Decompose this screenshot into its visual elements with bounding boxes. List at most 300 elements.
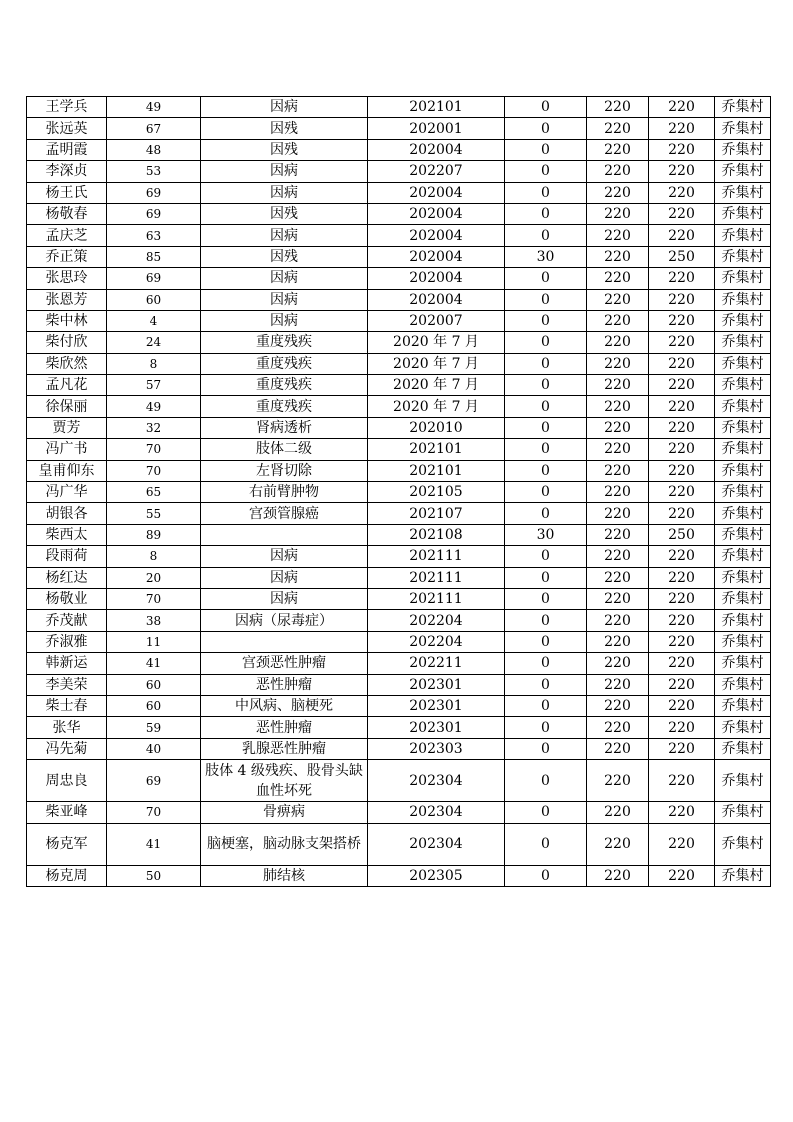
age-cell: 8 — [107, 353, 201, 374]
total-cell: 220 — [649, 310, 715, 331]
reason-cell: 因病 — [201, 161, 368, 182]
extra-cell: 0 — [505, 182, 587, 203]
table-row — [27, 674, 771, 695]
extra-cell: 0 — [505, 332, 587, 353]
name-cell: 孟明霞 — [27, 139, 107, 160]
age-cell: 24 — [107, 332, 201, 353]
age-cell: 70 — [107, 588, 201, 609]
reason-cell: 脑梗塞，脑动脉支架搭桥 — [201, 823, 368, 865]
base-cell: 220 — [587, 567, 649, 588]
table-row — [27, 653, 771, 674]
age-cell: 32 — [107, 417, 201, 438]
extra-cell: 0 — [505, 460, 587, 481]
base-cell: 220 — [587, 139, 649, 160]
table-row — [27, 246, 771, 267]
village-cell: 乔集村 — [715, 567, 771, 588]
reason-cell: 恶性肿瘤 — [201, 717, 368, 738]
age-cell: 49 — [107, 396, 201, 417]
name-cell: 张远英 — [27, 118, 107, 139]
village-cell: 乔集村 — [715, 503, 771, 524]
date-cell: 202001 — [368, 118, 505, 139]
base-cell: 220 — [587, 182, 649, 203]
age-cell: 41 — [107, 823, 201, 865]
table-row — [27, 97, 771, 118]
table-row — [27, 524, 771, 545]
village-cell: 乔集村 — [715, 139, 771, 160]
date-cell: 202004 — [368, 246, 505, 267]
village-cell: 乔集村 — [715, 460, 771, 481]
reason-cell: 因残 — [201, 139, 368, 160]
reason-cell: 恶性肿瘤 — [201, 674, 368, 695]
total-cell: 220 — [649, 482, 715, 503]
date-cell: 202111 — [368, 546, 505, 567]
total-cell: 220 — [649, 97, 715, 118]
base-cell: 220 — [587, 482, 649, 503]
age-cell: 20 — [107, 567, 201, 588]
date-cell: 2020 年 7 月 — [368, 353, 505, 374]
date-cell: 202004 — [368, 268, 505, 289]
reason-cell: 因病 — [201, 225, 368, 246]
reason-cell: 因病 — [201, 588, 368, 609]
date-cell: 202007 — [368, 310, 505, 331]
date-cell: 202010 — [368, 417, 505, 438]
total-cell: 220 — [649, 460, 715, 481]
table-row — [27, 631, 771, 652]
table-row — [27, 460, 771, 481]
table-row — [27, 865, 771, 886]
age-cell: 69 — [107, 203, 201, 224]
extra-cell: 0 — [505, 139, 587, 160]
total-cell: 220 — [649, 268, 715, 289]
extra-cell: 0 — [505, 717, 587, 738]
total-cell: 220 — [649, 865, 715, 886]
total-cell: 220 — [649, 225, 715, 246]
total-cell: 220 — [649, 289, 715, 310]
reason-cell: 重度残疾 — [201, 332, 368, 353]
name-cell: 张恩芳 — [27, 289, 107, 310]
date-cell: 202304 — [368, 802, 505, 823]
date-cell: 202004 — [368, 225, 505, 246]
reason-cell: 重度残疾 — [201, 396, 368, 417]
age-cell: 67 — [107, 118, 201, 139]
total-cell: 220 — [649, 332, 715, 353]
table-row — [27, 738, 771, 759]
extra-cell: 0 — [505, 631, 587, 652]
extra-cell: 30 — [505, 246, 587, 267]
age-cell: 38 — [107, 610, 201, 631]
extra-cell: 0 — [505, 503, 587, 524]
village-cell: 乔集村 — [715, 865, 771, 886]
extra-cell: 0 — [505, 865, 587, 886]
age-cell: 50 — [107, 865, 201, 886]
extra-cell: 0 — [505, 289, 587, 310]
base-cell: 220 — [587, 353, 649, 374]
base-cell: 220 — [587, 118, 649, 139]
village-cell: 乔集村 — [715, 524, 771, 545]
reason-cell — [201, 631, 368, 652]
table-body — [27, 97, 771, 887]
extra-cell: 0 — [505, 375, 587, 396]
village-cell: 乔集村 — [715, 482, 771, 503]
table-row — [27, 760, 771, 802]
age-cell: 41 — [107, 653, 201, 674]
base-cell: 220 — [587, 310, 649, 331]
village-cell: 乔集村 — [715, 161, 771, 182]
village-cell: 乔集村 — [715, 546, 771, 567]
table-row — [27, 289, 771, 310]
name-cell: 柴亚峰 — [27, 802, 107, 823]
date-cell: 202111 — [368, 567, 505, 588]
extra-cell: 0 — [505, 588, 587, 609]
name-cell: 贾芳 — [27, 417, 107, 438]
village-cell: 乔集村 — [715, 268, 771, 289]
date-cell: 202301 — [368, 717, 505, 738]
base-cell: 220 — [587, 375, 649, 396]
village-cell: 乔集村 — [715, 653, 771, 674]
date-cell: 202304 — [368, 760, 505, 802]
table-row — [27, 717, 771, 738]
reason-cell: 因残 — [201, 118, 368, 139]
age-cell: 69 — [107, 760, 201, 802]
village-cell: 乔集村 — [715, 118, 771, 139]
table-row — [27, 588, 771, 609]
extra-cell: 0 — [505, 802, 587, 823]
extra-cell: 0 — [505, 310, 587, 331]
total-cell: 250 — [649, 246, 715, 267]
total-cell: 220 — [649, 610, 715, 631]
age-cell: 11 — [107, 631, 201, 652]
name-cell: 张思玲 — [27, 268, 107, 289]
total-cell: 220 — [649, 139, 715, 160]
name-cell: 皇甫仰东 — [27, 460, 107, 481]
extra-cell: 0 — [505, 482, 587, 503]
village-cell: 乔集村 — [715, 289, 771, 310]
village-cell: 乔集村 — [715, 695, 771, 716]
table-row — [27, 396, 771, 417]
total-cell: 220 — [649, 738, 715, 759]
total-cell: 220 — [649, 161, 715, 182]
total-cell: 220 — [649, 546, 715, 567]
name-cell: 冯先菊 — [27, 738, 107, 759]
extra-cell: 0 — [505, 695, 587, 716]
base-cell: 220 — [587, 695, 649, 716]
age-cell: 48 — [107, 139, 201, 160]
date-cell: 202303 — [368, 738, 505, 759]
base-cell: 220 — [587, 717, 649, 738]
name-cell: 柴西太 — [27, 524, 107, 545]
base-cell: 220 — [587, 546, 649, 567]
name-cell: 孟凡花 — [27, 375, 107, 396]
total-cell: 220 — [649, 567, 715, 588]
extra-cell: 0 — [505, 567, 587, 588]
total-cell: 220 — [649, 417, 715, 438]
total-cell: 220 — [649, 760, 715, 802]
base-cell: 220 — [587, 97, 649, 118]
name-cell: 杨敬春 — [27, 203, 107, 224]
date-cell: 202111 — [368, 588, 505, 609]
name-cell: 徐保丽 — [27, 396, 107, 417]
total-cell: 220 — [649, 823, 715, 865]
name-cell: 乔茂献 — [27, 610, 107, 631]
table-row — [27, 823, 771, 865]
base-cell: 220 — [587, 268, 649, 289]
name-cell: 周忠良 — [27, 760, 107, 802]
name-cell: 杨克军 — [27, 823, 107, 865]
table-row — [27, 332, 771, 353]
reason-cell: 左肾切除 — [201, 460, 368, 481]
date-cell: 202207 — [368, 161, 505, 182]
village-cell: 乔集村 — [715, 738, 771, 759]
date-cell: 202004 — [368, 139, 505, 160]
reason-cell: 宫颈恶性肿瘤 — [201, 653, 368, 674]
village-cell: 乔集村 — [715, 588, 771, 609]
village-cell: 乔集村 — [715, 182, 771, 203]
name-cell: 冯广书 — [27, 439, 107, 460]
age-cell: 69 — [107, 182, 201, 203]
base-cell: 220 — [587, 865, 649, 886]
base-cell: 220 — [587, 760, 649, 802]
base-cell: 220 — [587, 439, 649, 460]
extra-cell: 0 — [505, 760, 587, 802]
age-cell: 40 — [107, 738, 201, 759]
age-cell: 49 — [107, 97, 201, 118]
date-cell: 202004 — [368, 182, 505, 203]
total-cell: 220 — [649, 203, 715, 224]
date-cell: 202105 — [368, 482, 505, 503]
table-row — [27, 268, 771, 289]
reason-cell: 重度残疾 — [201, 375, 368, 396]
age-cell: 70 — [107, 439, 201, 460]
age-cell: 69 — [107, 268, 201, 289]
village-cell: 乔集村 — [715, 225, 771, 246]
date-cell: 2020 年 7 月 — [368, 396, 505, 417]
name-cell: 张华 — [27, 717, 107, 738]
reason-cell: 因病（尿毒症） — [201, 610, 368, 631]
total-cell: 220 — [649, 353, 715, 374]
date-cell: 202101 — [368, 460, 505, 481]
age-cell: 4 — [107, 310, 201, 331]
name-cell: 冯广华 — [27, 482, 107, 503]
name-cell: 杨克周 — [27, 865, 107, 886]
name-cell: 柴欣然 — [27, 353, 107, 374]
reason-cell: 肢体二级 — [201, 439, 368, 460]
base-cell: 220 — [587, 417, 649, 438]
name-cell: 胡银各 — [27, 503, 107, 524]
age-cell: 8 — [107, 546, 201, 567]
base-cell: 220 — [587, 396, 649, 417]
date-cell: 2020 年 7 月 — [368, 375, 505, 396]
base-cell: 220 — [587, 610, 649, 631]
age-cell: 85 — [107, 246, 201, 267]
base-cell: 220 — [587, 802, 649, 823]
age-cell: 63 — [107, 225, 201, 246]
table-row — [27, 118, 771, 139]
age-cell: 60 — [107, 289, 201, 310]
name-cell: 柴付欣 — [27, 332, 107, 353]
village-cell: 乔集村 — [715, 439, 771, 460]
extra-cell: 0 — [505, 203, 587, 224]
base-cell: 220 — [587, 674, 649, 695]
village-cell: 乔集村 — [715, 631, 771, 652]
table-row — [27, 310, 771, 331]
village-cell: 乔集村 — [715, 610, 771, 631]
data-table — [26, 96, 771, 887]
reason-cell: 骨痹病 — [201, 802, 368, 823]
name-cell: 柴士春 — [27, 695, 107, 716]
village-cell: 乔集村 — [715, 674, 771, 695]
village-cell: 乔集村 — [715, 203, 771, 224]
reason-cell: 肢体 4 级残疾、股骨头缺血性坏死 — [201, 760, 368, 802]
age-cell: 57 — [107, 375, 201, 396]
table-row — [27, 546, 771, 567]
reason-cell — [201, 524, 368, 545]
table-row — [27, 802, 771, 823]
table-row — [27, 139, 771, 160]
table-row — [27, 353, 771, 374]
base-cell: 220 — [587, 823, 649, 865]
base-cell: 220 — [587, 653, 649, 674]
total-cell: 220 — [649, 182, 715, 203]
total-cell: 220 — [649, 588, 715, 609]
name-cell: 王学兵 — [27, 97, 107, 118]
name-cell: 李深贞 — [27, 161, 107, 182]
date-cell: 202004 — [368, 203, 505, 224]
village-cell: 乔集村 — [715, 310, 771, 331]
village-cell: 乔集村 — [715, 760, 771, 802]
age-cell: 53 — [107, 161, 201, 182]
table-row — [27, 203, 771, 224]
reason-cell: 右前臂肿物 — [201, 482, 368, 503]
village-cell: 乔集村 — [715, 717, 771, 738]
total-cell: 220 — [649, 802, 715, 823]
total-cell: 220 — [649, 631, 715, 652]
date-cell: 202204 — [368, 631, 505, 652]
extra-cell: 0 — [505, 738, 587, 759]
date-cell: 202004 — [368, 289, 505, 310]
age-cell: 60 — [107, 695, 201, 716]
name-cell: 杨红达 — [27, 567, 107, 588]
total-cell: 220 — [649, 503, 715, 524]
base-cell: 220 — [587, 588, 649, 609]
base-cell: 220 — [587, 503, 649, 524]
reason-cell: 因病 — [201, 567, 368, 588]
total-cell: 220 — [649, 118, 715, 139]
date-cell: 202101 — [368, 439, 505, 460]
village-cell: 乔集村 — [715, 396, 771, 417]
date-cell: 202305 — [368, 865, 505, 886]
age-cell: 59 — [107, 717, 201, 738]
name-cell: 杨王氏 — [27, 182, 107, 203]
total-cell: 220 — [649, 717, 715, 738]
village-cell: 乔集村 — [715, 823, 771, 865]
reason-cell: 宫颈管腺癌 — [201, 503, 368, 524]
name-cell: 韩新运 — [27, 653, 107, 674]
total-cell: 220 — [649, 439, 715, 460]
extra-cell: 0 — [505, 97, 587, 118]
reason-cell: 中风病、脑梗死 — [201, 695, 368, 716]
age-cell: 55 — [107, 503, 201, 524]
extra-cell: 0 — [505, 610, 587, 631]
village-cell: 乔集村 — [715, 417, 771, 438]
table-row — [27, 225, 771, 246]
name-cell: 李美荣 — [27, 674, 107, 695]
reason-cell: 因病 — [201, 310, 368, 331]
table-row — [27, 375, 771, 396]
age-cell: 89 — [107, 524, 201, 545]
table-row — [27, 695, 771, 716]
village-cell: 乔集村 — [715, 802, 771, 823]
total-cell: 220 — [649, 396, 715, 417]
date-cell: 202301 — [368, 695, 505, 716]
base-cell: 220 — [587, 161, 649, 182]
village-cell: 乔集村 — [715, 375, 771, 396]
base-cell: 220 — [587, 460, 649, 481]
table-row — [27, 567, 771, 588]
reason-cell: 因病 — [201, 289, 368, 310]
name-cell: 乔淑雅 — [27, 631, 107, 652]
name-cell: 杨敬业 — [27, 588, 107, 609]
extra-cell: 0 — [505, 268, 587, 289]
table-row — [27, 161, 771, 182]
reason-cell: 重度残疾 — [201, 353, 368, 374]
extra-cell: 0 — [505, 823, 587, 865]
total-cell: 220 — [649, 695, 715, 716]
table-row — [27, 610, 771, 631]
total-cell: 220 — [649, 375, 715, 396]
total-cell: 220 — [649, 653, 715, 674]
date-cell: 202101 — [368, 97, 505, 118]
extra-cell: 0 — [505, 353, 587, 374]
date-cell: 202108 — [368, 524, 505, 545]
base-cell: 220 — [587, 289, 649, 310]
table-row — [27, 503, 771, 524]
reason-cell: 肺结核 — [201, 865, 368, 886]
name-cell: 柴中林 — [27, 310, 107, 331]
age-cell: 70 — [107, 802, 201, 823]
extra-cell: 30 — [505, 524, 587, 545]
reason-cell: 因病 — [201, 268, 368, 289]
base-cell: 220 — [587, 524, 649, 545]
reason-cell: 因残 — [201, 203, 368, 224]
extra-cell: 0 — [505, 161, 587, 182]
extra-cell: 0 — [505, 653, 587, 674]
extra-cell: 0 — [505, 674, 587, 695]
table-row — [27, 182, 771, 203]
table-row — [27, 417, 771, 438]
extra-cell: 0 — [505, 396, 587, 417]
age-cell: 65 — [107, 482, 201, 503]
village-cell: 乔集村 — [715, 246, 771, 267]
base-cell: 220 — [587, 203, 649, 224]
extra-cell: 0 — [505, 417, 587, 438]
base-cell: 220 — [587, 225, 649, 246]
table-row — [27, 482, 771, 503]
reason-cell: 因病 — [201, 546, 368, 567]
table-row — [27, 439, 771, 460]
date-cell: 202204 — [368, 610, 505, 631]
age-cell: 70 — [107, 460, 201, 481]
reason-cell: 肾病透析 — [201, 417, 368, 438]
name-cell: 乔正策 — [27, 246, 107, 267]
total-cell: 250 — [649, 524, 715, 545]
reason-cell: 乳腺恶性肿瘤 — [201, 738, 368, 759]
reason-cell: 因残 — [201, 246, 368, 267]
date-cell: 202304 — [368, 823, 505, 865]
base-cell: 220 — [587, 332, 649, 353]
reason-cell: 因病 — [201, 97, 368, 118]
base-cell: 220 — [587, 738, 649, 759]
village-cell: 乔集村 — [715, 97, 771, 118]
